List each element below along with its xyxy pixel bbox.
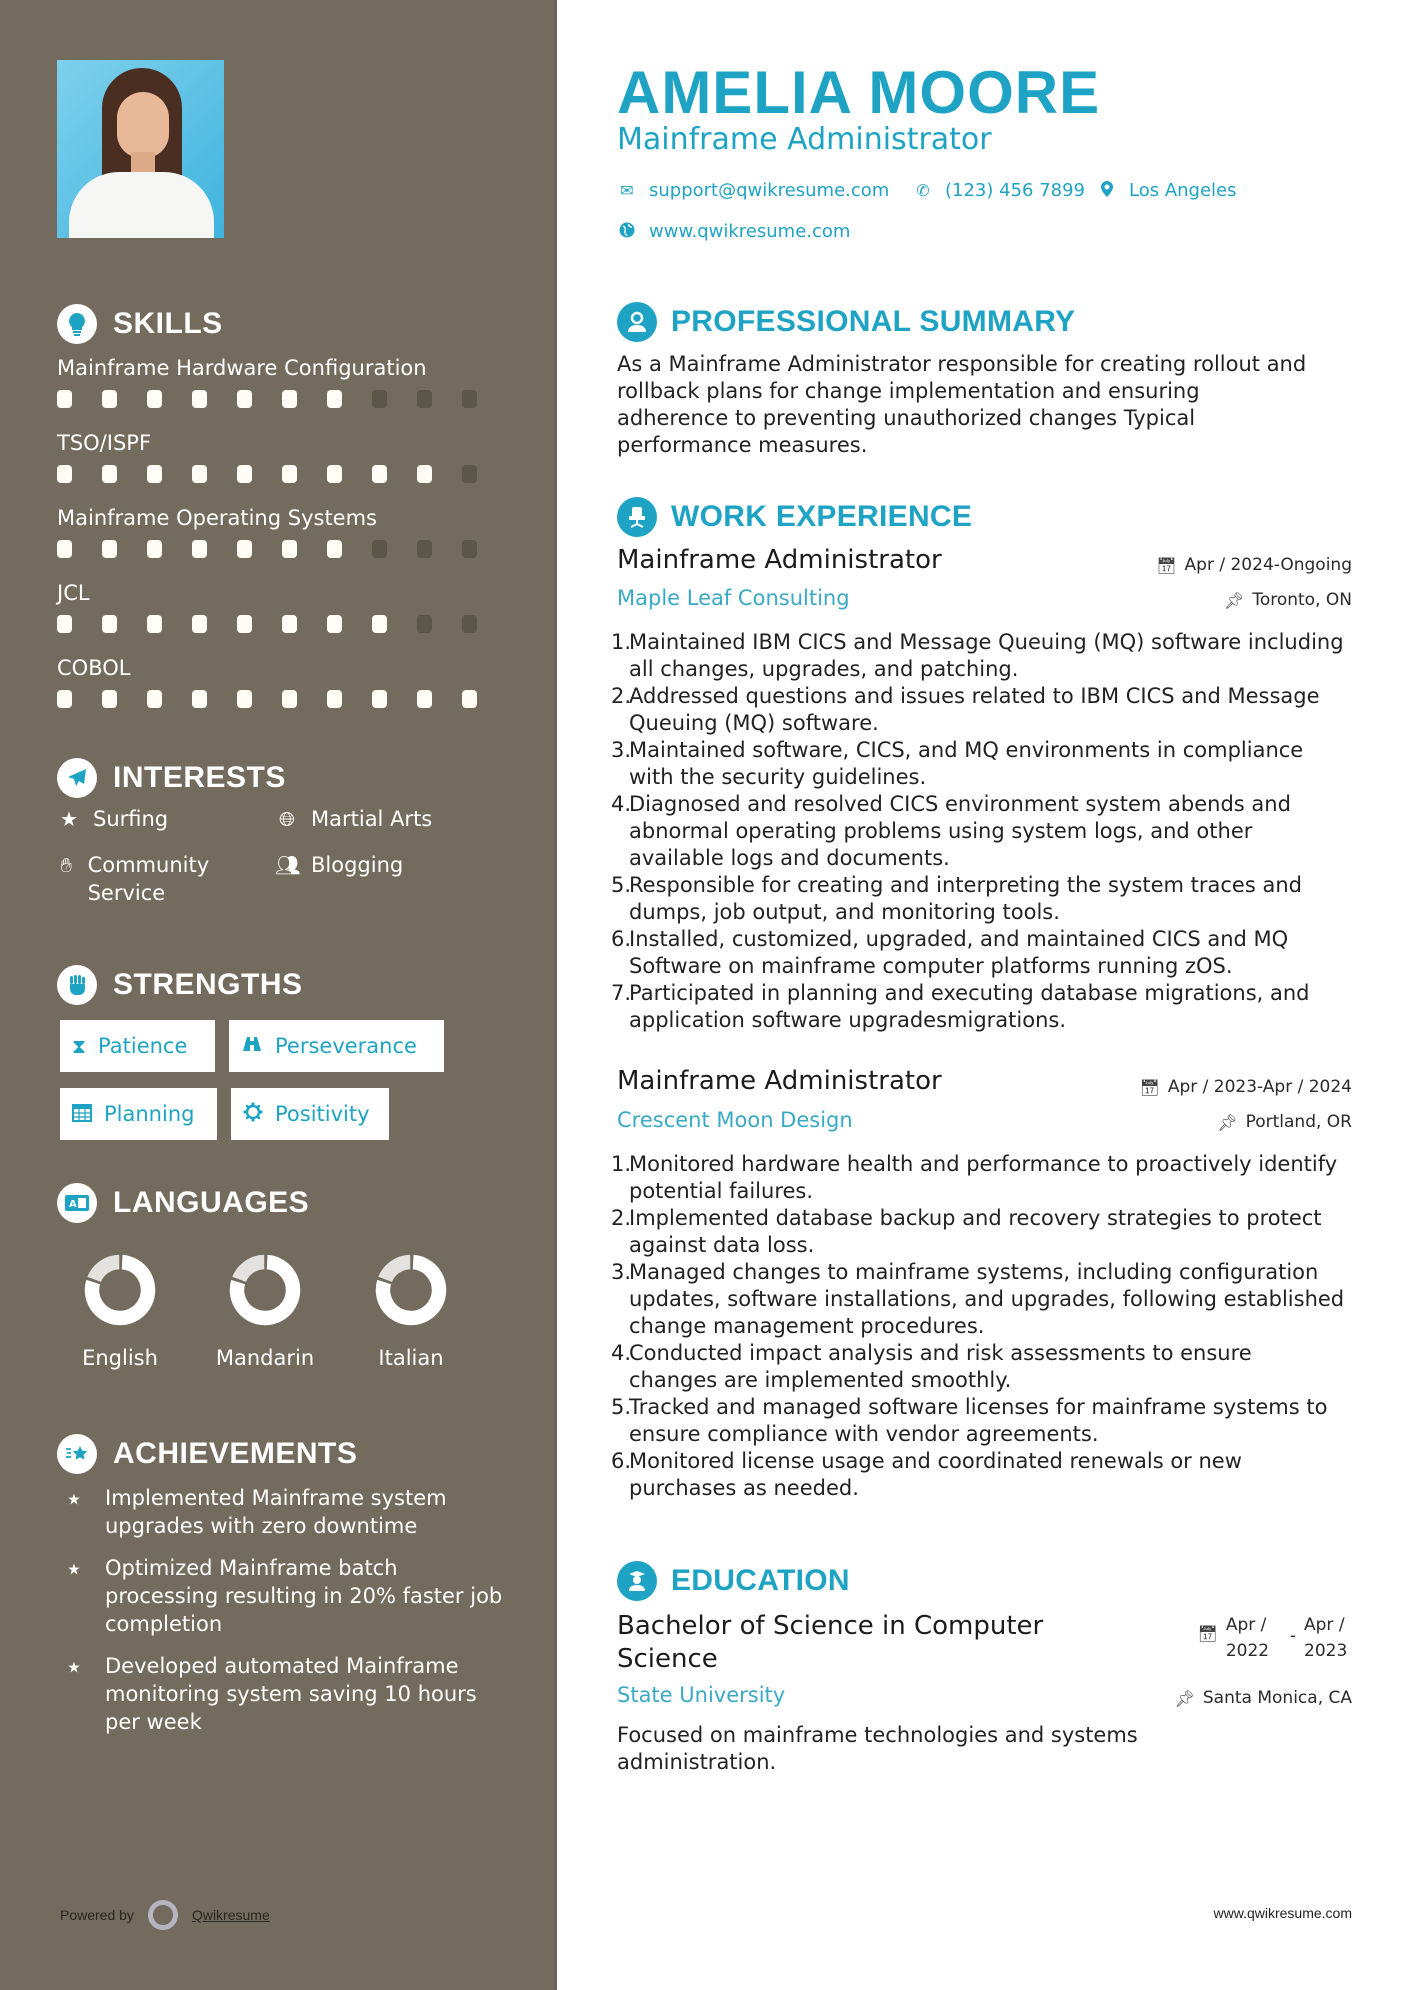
languages-title: LANGUAGES: [113, 1186, 310, 1219]
skills-header: [57, 304, 223, 344]
skill-dot-empty: [462, 615, 477, 633]
language-item: [356, 1248, 466, 1370]
skill-dot-filled: [327, 390, 342, 408]
skill-dot-filled: [282, 615, 297, 633]
skill-name: JCL: [57, 581, 90, 605]
graduate-icon: [617, 1561, 657, 1601]
skill-item: [57, 577, 507, 635]
pushpin-icon: 📌︎: [1224, 590, 1245, 610]
bullet-number: 3.: [611, 1260, 632, 1284]
achievement-item: [57, 1484, 517, 1540]
bullet-number: 4.: [611, 1341, 632, 1365]
skill-dot-filled: [102, 540, 117, 558]
job-bullet: [611, 1394, 1346, 1448]
skill-dot-filled: [417, 465, 432, 483]
calendar-icon: 📅︎: [1139, 1077, 1160, 1097]
calendar-icon: 📅︎: [1197, 1624, 1218, 1643]
experience-title: WORK EXPERIENCE: [671, 500, 973, 533]
binoculars-icon: [241, 1034, 263, 1058]
language-name: Mandarin: [215, 1346, 315, 1370]
strengths-header: [57, 965, 303, 1005]
skill-dot-filled: [57, 540, 72, 558]
map-marker-icon: [1097, 181, 1117, 201]
skill-dot-filled: [192, 465, 207, 483]
contact-location: [1097, 180, 1237, 201]
skill-dot-filled: [57, 690, 72, 708]
skill-dot-filled: [282, 390, 297, 408]
education-title: EDUCATION: [671, 1564, 850, 1597]
skill-dot-filled: [192, 615, 207, 633]
summary-text: As a Mainframe Administrator responsible for creating rollout and rollback plans for change implementation and ensuring adherence to preventing unauthorized changes Typical performance measures.: [617, 352, 1307, 457]
education-end: [1304, 1612, 1352, 1664]
shooting-star-icon: ⭑: [67, 1652, 81, 1680]
skill-dot-filled: [372, 690, 387, 708]
skill-dot-filled: [327, 465, 342, 483]
skill-dot-empty: [462, 390, 477, 408]
phone-text: (123) 456 7899: [945, 180, 1086, 201]
interest-item: [275, 851, 403, 879]
bullet-number: 2.: [611, 1206, 632, 1230]
shooting-star-icon: ⭑: [67, 1554, 81, 1582]
qwikresume-link[interactable]: Qwikresume: [191, 1907, 270, 1923]
skill-dot-filled: [327, 615, 342, 633]
skill-name: Mainframe Operating Systems: [57, 506, 377, 530]
skill-item: [57, 502, 507, 560]
skill-dot-filled: [237, 690, 252, 708]
skill-item: [57, 427, 507, 485]
job-location: [1224, 590, 1352, 610]
skill-name: COBOL: [57, 656, 131, 680]
language-remaining-arc: [231, 1254, 265, 1283]
job-bullet: [611, 1205, 1346, 1259]
strength-label: Patience: [98, 1034, 188, 1058]
skill-name: TSO/ISPF: [57, 431, 152, 455]
job-location-text: Portland, OR: [1245, 1112, 1352, 1132]
education-end-year: 2023: [1304, 1641, 1348, 1661]
interest-item: [275, 805, 432, 833]
job-bullet: [611, 629, 1346, 683]
skill-dot-filled: [192, 540, 207, 558]
education-end-month: Apr /: [1304, 1615, 1345, 1635]
user-icon: [617, 302, 657, 342]
skill-dot-filled: [102, 690, 117, 708]
bullet-text: Managed changes to mainframe systems, including configuration updates, software installations, and upgrades, following established change management procedures.: [629, 1260, 1345, 1338]
job-location: [1217, 1112, 1352, 1132]
language-item: [65, 1248, 175, 1370]
fist-icon: [57, 965, 97, 1005]
language-remaining-arc: [377, 1254, 411, 1283]
bullet-text: Monitored license usage and coordinated renewals or new purchases as needed.: [629, 1449, 1242, 1500]
education-location: [1175, 1688, 1352, 1708]
strengths-title: STRENGTHS: [113, 968, 303, 1001]
achievement-text: Implemented Mainframe system upgrades with zero downtime: [105, 1486, 447, 1538]
shooting-star-icon: [57, 1434, 97, 1474]
achievement-item: [57, 1554, 517, 1638]
bullet-text: Conducted impact analysis and risk assessments to ensure changes are implemented smoothly.: [629, 1341, 1252, 1392]
candidate-name: AMELIA MOORE: [617, 59, 1101, 126]
degree-line-2: Science: [617, 1644, 718, 1674]
skill-dot-filled: [57, 390, 72, 408]
language-donut: [369, 1248, 453, 1332]
degree-title: [617, 1610, 1043, 1676]
job-bullet: [611, 1259, 1346, 1340]
experience-header: [617, 497, 972, 537]
achievement-item: [57, 1652, 517, 1736]
powered-by: [60, 1900, 270, 1930]
skill-dot-filled: [237, 465, 252, 483]
skill-dot-empty: [417, 540, 432, 558]
job-bullet: [611, 1151, 1346, 1205]
skill-rating: [57, 540, 507, 560]
bullet-text: Monitored hardware health and performance to proactively identify potential failures.: [629, 1152, 1338, 1203]
skill-dot-filled: [237, 390, 252, 408]
languages-header: [57, 1183, 309, 1223]
language-name: English: [82, 1346, 158, 1370]
skill-dot-filled: [282, 465, 297, 483]
job-bullet: [611, 683, 1346, 737]
bullet-text: Addressed questions and issues related to IBM CICS and Message Queuing (MQ) software.: [629, 684, 1320, 735]
job-bullet: [611, 872, 1346, 926]
skill-dot-filled: [102, 615, 117, 633]
education-start-month: Apr /: [1225, 1615, 1267, 1635]
summary-title: PROFESSIONAL SUMMARY: [671, 305, 1076, 338]
achievement-text: Optimized Mainframe batch processing resulting in 20% faster job completion: [105, 1556, 503, 1636]
job-dates-text: Apr / 2023-Apr / 2024: [1167, 1077, 1352, 1097]
language-item: [210, 1248, 320, 1370]
calendar-icon: [72, 1102, 92, 1127]
achievements-title: ACHIEVEMENTS: [113, 1437, 358, 1470]
sun-icon: [243, 1102, 263, 1127]
education-start: [1226, 1612, 1274, 1664]
skill-dot-empty: [372, 540, 387, 558]
interests-header: [57, 758, 286, 798]
degree-line-1: Bachelor of Science in Computer: [617, 1611, 1044, 1641]
globe-icon: 🌐︎: [279, 807, 295, 831]
skill-dot-filled: [327, 540, 342, 558]
skill-dot-filled: [192, 690, 207, 708]
job-dates: [1156, 555, 1352, 575]
strength-tag: [60, 1088, 217, 1140]
bullet-number: 5.: [611, 1395, 632, 1419]
skill-dot-filled: [282, 690, 297, 708]
bullet-text: Diagnosed and resolved CICS environment system abends and abnormal operating problems using system logs, and other available logs and documents.: [629, 792, 1291, 870]
bullet-text: Implemented database backup and recovery strategies to protect against data loss.: [629, 1206, 1322, 1257]
strength-tag: [60, 1020, 215, 1072]
profile-photo: [57, 60, 224, 238]
bullet-number: 1.: [611, 1152, 632, 1176]
paper-plane-icon: [57, 758, 97, 798]
interest-label: Community Service: [87, 853, 210, 905]
globe-icon: [617, 222, 637, 242]
job-title: Mainframe Administrator: [617, 1066, 942, 1096]
skill-dot-filled: [147, 540, 162, 558]
contact-email: [617, 180, 889, 201]
job-bullet: [611, 791, 1346, 872]
skill-rating: [57, 690, 507, 710]
pushpin-icon: 📌︎: [1217, 1112, 1238, 1132]
skill-item: [57, 352, 507, 410]
skill-dot-filled: [102, 465, 117, 483]
skill-rating: [57, 390, 507, 410]
job-bullet: [611, 980, 1346, 1034]
summary-header: [617, 302, 1075, 342]
date-separator: -: [1289, 1626, 1296, 1646]
skill-dot-filled: [147, 690, 162, 708]
strength-label: Perseverance: [275, 1034, 417, 1058]
interest-label: Martial Arts: [311, 807, 433, 831]
education-description: Focused on mainframe technologies and systems administration.: [617, 1723, 1138, 1774]
skill-dot-filled: [372, 615, 387, 633]
skill-dot-filled: [102, 390, 117, 408]
photo-face: [117, 92, 169, 158]
bullet-text: Responsible for creating and interpreting the system traces and dumps, job output, and monitoring tools.: [629, 873, 1302, 924]
skill-dot-filled: [237, 540, 252, 558]
skill-dot-filled: [147, 465, 162, 483]
language-donut: [78, 1248, 162, 1332]
skill-dot-filled: [462, 690, 477, 708]
job-bullets: [611, 1151, 1346, 1502]
calendar-icon: 📅︎: [1156, 555, 1177, 575]
skill-dot-filled: [237, 615, 252, 633]
education-dates: [1198, 1612, 1352, 1664]
hourglass-icon: ⧗: [72, 1034, 87, 1058]
contact-website: [617, 221, 850, 242]
footer-website[interactable]: www.qwikresume.com: [1213, 1905, 1352, 1921]
skill-dot-filled: [372, 465, 387, 483]
interest-label: Blogging: [311, 853, 404, 877]
skill-dot-filled: [282, 540, 297, 558]
skill-dot-empty: [417, 615, 432, 633]
language-remaining-arc: [86, 1254, 120, 1283]
job-dates: [1140, 1077, 1353, 1097]
main-content: [611, 0, 1352, 1990]
language-donut: [223, 1248, 307, 1332]
bullet-number: 2.: [611, 684, 632, 708]
pushpin-icon: 📌︎: [1174, 1688, 1195, 1708]
interest-label: Surfing: [93, 807, 169, 831]
skill-dot-empty: [462, 540, 477, 558]
office-chair-icon: [617, 497, 657, 537]
skill-item: [57, 652, 507, 710]
strength-tag: [229, 1020, 444, 1072]
job-bullet: [611, 1448, 1346, 1502]
bullet-text: Maintained software, CICS, and MQ environments in compliance with the security guidelines.: [629, 738, 1304, 789]
bullet-number: 3.: [611, 738, 632, 762]
job-company: Maple Leaf Consulting: [617, 586, 850, 610]
contact-phone: [913, 180, 1085, 201]
envelope-icon: ✉: [620, 181, 634, 200]
job-bullet: [611, 926, 1346, 980]
interest-item: [57, 851, 247, 907]
job-location-text: Toronto, ON: [1252, 590, 1352, 610]
strength-label: Positivity: [275, 1102, 370, 1126]
skill-dot-empty: [417, 390, 432, 408]
shooting-star-icon: ⭑: [67, 1484, 81, 1512]
bullet-number: 5.: [611, 873, 632, 897]
skill-dot-filled: [147, 615, 162, 633]
job-dates-text: Apr / 2024-Ongoing: [1184, 555, 1352, 575]
skill-name: Mainframe Hardware Configuration: [57, 356, 427, 380]
phone-icon: ✆: [916, 181, 930, 200]
skill-dot-filled: [192, 390, 207, 408]
skill-rating: [57, 615, 507, 635]
bullet-number: 7.: [611, 981, 632, 1005]
interests-list: [57, 805, 507, 915]
interest-item: [57, 805, 168, 833]
bullet-text: Installed, customized, upgraded, and maintained CICS and MQ Software on mainframe computer platforms running zOS.: [629, 927, 1289, 978]
hand-icon: ✋︎: [60, 853, 72, 877]
powered-by-label: Powered by: [60, 1907, 134, 1923]
bullet-text: Participated in planning and executing database migrations, and application software upgradesmigrations.: [629, 981, 1310, 1032]
candidate-role: Mainframe Administrator: [617, 122, 992, 157]
skills-title: SKILLS: [113, 307, 223, 340]
strength-label: Planning: [104, 1102, 195, 1126]
interests-title: INTERESTS: [113, 761, 286, 794]
bullet-text: Maintained IBM CICS and Message Queuing (MQ) software including all changes, upgrades, and patching.: [629, 630, 1344, 681]
skill-dot-empty: [372, 390, 387, 408]
education-start-year: 2022: [1225, 1641, 1270, 1661]
email-link[interactable]: support@qwikresume.com: [649, 180, 890, 201]
education-header: [617, 1561, 850, 1601]
education-school: State University: [617, 1683, 786, 1707]
sidebar: [0, 0, 557, 1990]
photo-shirt: [69, 172, 214, 238]
job-bullets: [611, 629, 1346, 1034]
skill-dot-filled: [327, 690, 342, 708]
star-icon: ★: [60, 807, 78, 831]
bullet-text: Tracked and managed software licenses for mainframe systems to ensure compliance with vendor agreements.: [629, 1395, 1328, 1446]
language-name: Italian: [378, 1346, 444, 1370]
skill-dot-filled: [417, 690, 432, 708]
skill-dot-filled: [147, 390, 162, 408]
qwikresume-logo-icon: [148, 1900, 178, 1930]
bullet-number: 6.: [611, 1449, 632, 1473]
skill-dot-empty: [462, 465, 477, 483]
job-bullet: [611, 1340, 1346, 1394]
skill-rating: [57, 465, 507, 485]
bullet-number: 6.: [611, 927, 632, 951]
education-location-text: Santa Monica, CA: [1202, 1688, 1352, 1708]
job-title: Mainframe Administrator: [617, 545, 942, 575]
strength-tag: [231, 1088, 389, 1140]
job-bullet: [611, 737, 1346, 791]
users-icon: 👥︎: [275, 853, 301, 877]
skill-dot-filled: [57, 615, 72, 633]
lightbulb-icon: [57, 304, 97, 344]
translate-icon: [57, 1183, 97, 1223]
achievements-header: [57, 1434, 357, 1474]
job-company: Crescent Moon Design: [617, 1108, 853, 1132]
svg-text:A: A: [69, 1199, 77, 1210]
location-text: Los Angeles: [1129, 180, 1237, 201]
skill-dot-filled: [57, 465, 72, 483]
website-link[interactable]: www.qwikresume.com: [649, 221, 851, 242]
bullet-number: 1.: [611, 630, 632, 654]
achievement-text: Developed automated Mainframe monitoring system saving 10 hours per week: [105, 1654, 477, 1734]
bullet-number: 4.: [611, 792, 632, 816]
